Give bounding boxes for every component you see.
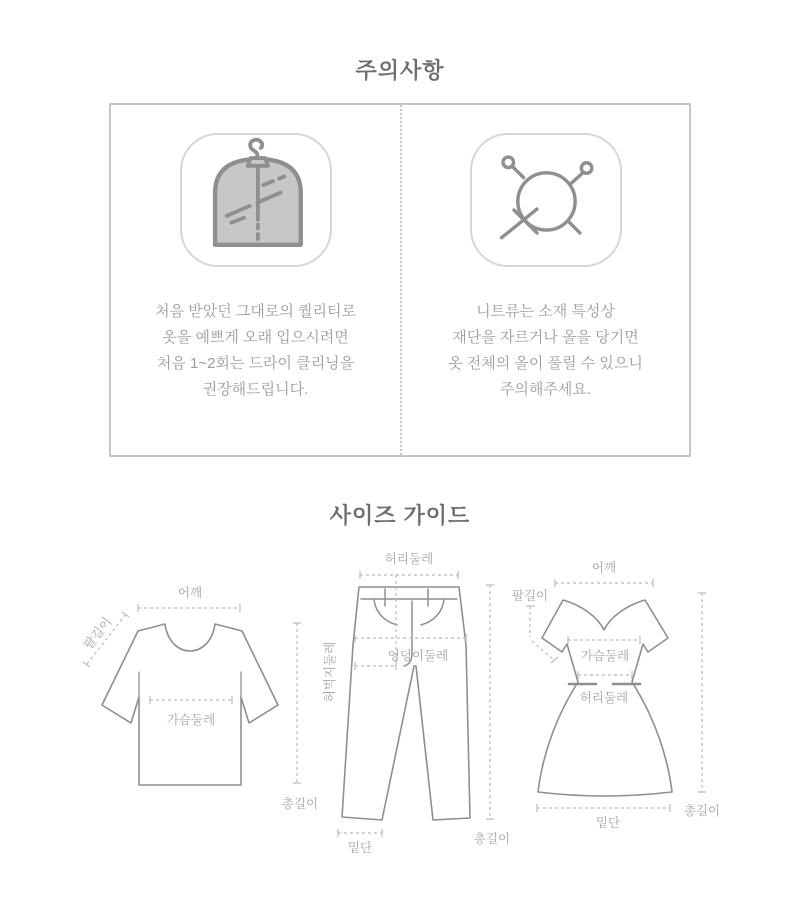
care-line: 니트류는 소재 특성상 xyxy=(476,303,615,320)
tshirt-shoulder-label: 어깨 xyxy=(177,586,203,600)
dress-arm-label: 팔길이 xyxy=(511,589,549,603)
needle-right-bottom xyxy=(569,222,580,233)
measure-shoulder xyxy=(138,585,240,612)
measure-hem xyxy=(338,829,382,855)
care-item-knit xyxy=(400,105,689,455)
needle-left-top xyxy=(513,167,524,178)
precautions-box xyxy=(109,103,691,457)
size-guide-title: 사이즈 가이드 xyxy=(329,503,471,528)
garment-bag-neck xyxy=(247,158,267,166)
dress-chest-label: 가슴둘레 xyxy=(580,649,630,663)
measure-total-length xyxy=(684,593,720,818)
measure-waist xyxy=(360,551,458,579)
dry-cleaning-text xyxy=(155,299,356,403)
dress-waist-label: 허리둘레 xyxy=(579,691,629,705)
measure-hem xyxy=(537,804,670,830)
dress-total-label: 총길이 xyxy=(683,804,721,818)
needle-ring-right xyxy=(581,163,592,174)
tshirt-arm-label: 팔길이 xyxy=(81,614,115,653)
care-line: 처음 1~2회는 드라이 클리닝을 xyxy=(156,355,355,372)
tshirt-diagram xyxy=(70,550,320,860)
measure-shoulder xyxy=(555,560,653,587)
pants-diagram xyxy=(320,535,520,880)
tshirt-total-label: 총길이 xyxy=(281,797,319,811)
care-line: 옷을 예쁘게 오래 입으시려면 xyxy=(162,329,349,346)
tshirt-chest-label: 가슴둘레 xyxy=(166,713,216,727)
pants-outline xyxy=(342,587,470,820)
pants-hem-label: 밑단 xyxy=(347,841,373,855)
pants-total-label: 총길이 xyxy=(473,832,511,846)
care-line: 처음 받았던 그대로의 퀄리티로 xyxy=(155,303,356,320)
care-line: 옷 전체의 올이 풀릴 수 있으니 xyxy=(448,355,643,372)
needle-right-top xyxy=(571,174,582,184)
garment-bag-icon-card xyxy=(180,133,332,267)
pants-hip-label: 엉덩이둘레 xyxy=(387,649,449,663)
care-line: 권장해드립니다. xyxy=(202,381,309,398)
dress-diagram xyxy=(505,548,730,848)
measure-arm-length xyxy=(80,612,129,667)
knitting-icon-card xyxy=(470,133,622,267)
dress-hem-label: 밑단 xyxy=(595,816,621,830)
precautions-title: 주의사항 xyxy=(355,58,445,83)
pants-waist-label: 허리둘레 xyxy=(384,552,434,566)
garment-bag-icon xyxy=(182,135,330,265)
hanger-hook xyxy=(250,140,262,158)
tshirt-outline xyxy=(102,624,278,785)
knitting-needles-icon xyxy=(472,135,620,265)
dress-shoulder-label: 어깨 xyxy=(591,561,617,575)
care-item-dry-cleaning xyxy=(111,105,400,455)
care-line: 재단을 자르거나 올을 당기면 xyxy=(452,329,639,346)
measure-total-length xyxy=(282,623,318,811)
knit-caution-text xyxy=(448,299,643,403)
pants-thigh-label: 허벅지둘레 xyxy=(323,641,337,703)
care-line: 주의해주세요. xyxy=(499,381,592,398)
